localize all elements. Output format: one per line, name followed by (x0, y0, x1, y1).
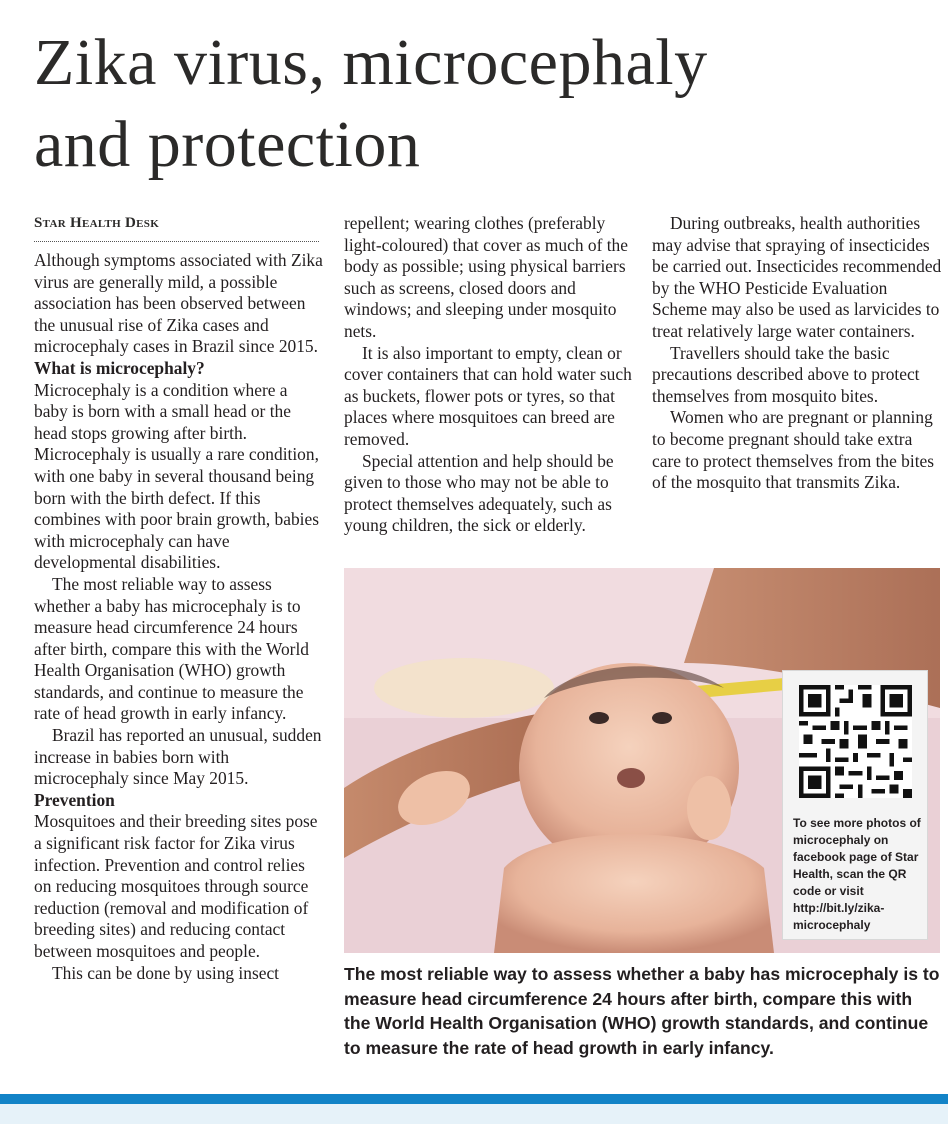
headline-line-2: and protection (34, 108, 421, 181)
byline: Star Health Desk (34, 215, 160, 231)
article-column-2 (344, 213, 632, 537)
paragraph: During outbreaks, health authorities may advise that spraying of insecticides be carried out. Insecticides recommended by the WHO Pesticide Evaluation Scheme may also be used as larvicides to treat relatively large water containers. (652, 213, 942, 341)
qr-note: To see more photos of microcephaly on facebook page of Star Health, scan the QR code or visit http://bit.ly/zika-microcephaly (793, 816, 921, 932)
paragraph: It is also important to empty, clean or cover containers that can hold water such as buckets, flower pots or tyres, so that places where mosquitoes can breed are removed. (344, 342, 632, 449)
paragraph: Women who are pregnant or planning to become pregnant should take extra care to protect themselves from the bites of the mosquito that transmits Zika. (652, 407, 935, 493)
article-column-1 (34, 213, 324, 984)
paragraph: Brazil has reported an unusual, sudden increase in babies born with microcephaly since May 2015. (34, 725, 322, 789)
paragraph: Mosquitoes and their breeding sites pose a significant risk factor for Zika virus infection. Prevention and control relies on reducing mosquitoes through source reduction (removal and modification of breeding sites) and reducing contact between mosquitoes and people. (34, 811, 318, 961)
intro-paragraph: Although symptoms associated with Zika virus are generally mild, a possible association has been observed between the unusual rise of Zika cases and microcephaly cases in Brazil since 2015. (34, 250, 323, 357)
article-column-3 (652, 213, 944, 494)
paragraph: Travellers should take the basic precautions described above to protect themselves from mosquito bites. (652, 342, 920, 406)
subheading-what-is-microcephaly: What is microcephaly? (34, 357, 205, 378)
qr-code-icon[interactable] (799, 685, 912, 798)
paragraph: Special attention and help should be given to those who may not be able to protect themselves adequately, such as young children, the sick or elderly. (344, 450, 614, 536)
footer-bar (0, 1094, 948, 1104)
qr-callout (782, 670, 928, 940)
paragraph: This can be done by using insect (52, 962, 279, 983)
footer-band (0, 1104, 948, 1124)
photo-caption: The most reliable way to assess whether a baby has microcephaly is to measure head circumference 24 hours after birth, compare this with the World Health Organisation (WHO) growth standards, and continue to measure the rate of head growth in early infancy. (344, 964, 940, 1058)
paragraph: repellent; wearing clothes (preferably light-coloured) that cover as much of the body as possible; using physical barriers such as screens, closed doors and windows; and sleeping under mosquito nets. (344, 213, 628, 341)
paragraph: The most reliable way to assess whether a baby has microcephaly is to measure head circumference 24 hours after birth, compare this with the World Health Organisation (WHO) growth standards, and continue to measure the rate of head growth in early infancy. (34, 573, 310, 724)
dotted-divider (34, 235, 319, 242)
headline-line-1: Zika virus, microcephaly (34, 26, 708, 99)
paragraph: Microcephaly is a condition where a baby is born with a small head or the head stops growing after birth. Microcephaly is usually a rare condition, with one baby in several thousand being born with the birth defect. If this combines with poor brain growth, babies with microcephaly can have developmental disabilities. (34, 379, 319, 573)
headline (34, 22, 924, 186)
subheading-prevention: Prevention (34, 789, 115, 810)
